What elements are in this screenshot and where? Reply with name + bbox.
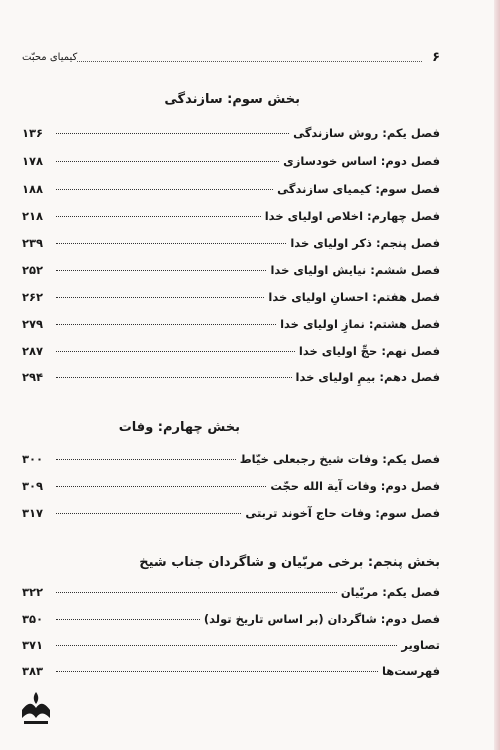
toc-entry[interactable] (22, 506, 440, 524)
toc-entry[interactable] (22, 182, 440, 200)
dot-leader (56, 592, 337, 593)
toc-entry[interactable] (22, 479, 440, 497)
toc-entry[interactable] (22, 209, 440, 227)
dot-leader (56, 324, 276, 325)
toc-entry-page: ۲۹۴ (22, 370, 44, 384)
toc-entry-label: فصل سوم: کیمیای سازندگی (277, 182, 440, 196)
toc-entry-page: ۱۳۶ (22, 126, 44, 140)
toc-entry-label: فصل دوم: وفات آیة الله حجّت (270, 479, 440, 493)
dot-leader (56, 243, 286, 244)
toc-entry-page: ۲۵۲ (22, 263, 44, 277)
section-title: بخش سوم: سازندگی (164, 92, 300, 107)
toc-entry-page: ۳۱۷ (22, 506, 44, 520)
running-title: کیمیای محبّت (22, 52, 78, 63)
toc-entry[interactable] (22, 317, 440, 335)
toc-entry-label: فصل دوم: شاگردان (بر اساس تاریخ تولد) (203, 612, 440, 626)
toc-entry-page: ۲۷۹ (22, 317, 44, 331)
toc-entry-label: تصاویر (401, 638, 440, 652)
toc-entry-page: ۳۰۰ (22, 452, 44, 466)
toc-entry-label: فصل یکم: مربّیان (340, 585, 440, 599)
dot-leader (56, 297, 264, 298)
page-number: ۶ (432, 50, 440, 65)
toc-entry-page: ۳۰۹ (22, 479, 44, 493)
toc-entry-page: ۳۷۱ (22, 638, 44, 652)
toc-entry-label: فصل سوم: وفات حاج آخوند تربتی (245, 506, 440, 520)
toc-entry[interactable] (22, 452, 440, 470)
header-dotted-rule (77, 61, 422, 62)
toc-entry[interactable] (22, 370, 440, 388)
toc-entry-label: فصل یکم: وفات شیخ رجبعلی خیّاط (239, 452, 440, 466)
dot-leader (56, 270, 266, 271)
dot-leader (56, 351, 295, 352)
toc-entry[interactable] (22, 263, 440, 281)
dot-leader (56, 671, 378, 672)
toc-entry-label: فصل نهم: حجِّ اولیای خدا (298, 344, 440, 358)
dot-leader (56, 377, 292, 378)
dot-leader (56, 161, 279, 162)
toc-entry-label: فهرست‌ها (381, 664, 440, 678)
toc-entry-page: ۱۸۸ (22, 182, 44, 196)
toc-entry[interactable] (22, 236, 440, 254)
publisher-logo (18, 688, 54, 728)
toc-entry[interactable] (22, 585, 440, 603)
dot-leader (56, 133, 289, 134)
toc-entry-page: ۲۱۸ (22, 209, 44, 223)
toc-entry-label: فصل دهم: بیمِ اولیای خدا (295, 370, 440, 384)
toc-entry-label: فصل دوم: اساس خودسازی (283, 154, 440, 168)
toc-entry-label: فصل یکم: روش سازندگی (293, 126, 440, 140)
toc-entry-page: ۳۵۰ (22, 612, 44, 626)
section-title: بخش پنجم: برخی مربّیان و شاگردان جناب شیخ (139, 555, 440, 570)
toc-entry-page: ۲۶۲ (22, 290, 44, 304)
dot-leader (56, 216, 261, 217)
dot-leader (56, 486, 266, 487)
toc-entry-page: ۳۲۲ (22, 585, 44, 599)
dot-leader (56, 513, 241, 514)
toc-entry-label: فصل ششم: نیایش اولیای خدا (270, 263, 440, 277)
toc-entry-page: ۳۸۳ (22, 664, 44, 678)
toc-entry[interactable] (22, 290, 440, 308)
running-header (22, 50, 440, 70)
toc-entry[interactable] (22, 638, 440, 656)
toc-entry-label: فصل هشتم: نمازِ اولیای خدا (280, 317, 440, 331)
toc-entry-label: فصل هفتم: احسانِ اولیای خدا (268, 290, 440, 304)
toc-entry-page: ۲۳۹ (22, 236, 44, 250)
toc-entry[interactable] (22, 154, 440, 172)
toc-entry[interactable] (22, 344, 440, 362)
toc-entry[interactable] (22, 126, 440, 144)
dot-leader (56, 459, 236, 460)
toc-entry-label: فصل پنجم: ذکر اولیای خدا (290, 236, 440, 250)
toc-entry-page: ۲۸۷ (22, 344, 44, 358)
dot-leader (56, 189, 273, 190)
section-title: بخش چهارم: وفات (118, 420, 240, 435)
toc-entry[interactable] (22, 664, 440, 682)
page-edge (494, 0, 500, 750)
toc-entry-page: ۱۷۸ (22, 154, 44, 168)
dot-leader (56, 619, 200, 620)
toc-entry[interactable] (22, 612, 440, 630)
dot-leader (56, 645, 397, 646)
toc-entry-label: فصل چهارم: اخلاص اولیای خدا (264, 209, 440, 223)
